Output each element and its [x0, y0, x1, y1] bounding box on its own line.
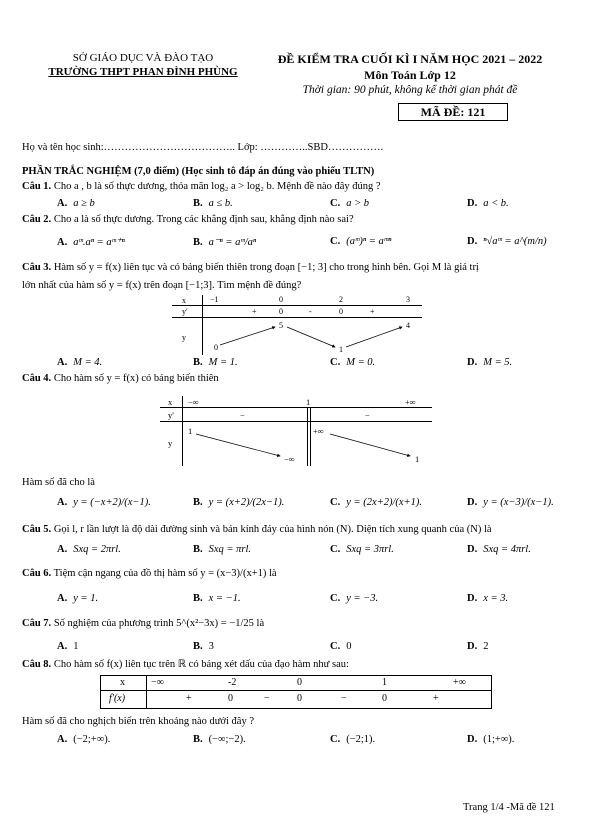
- q2-option-c[interactable]: C. (aᵐ)ⁿ = aᵐⁿ: [330, 236, 392, 247]
- exam-time: Thời gian: 90 phút, không kể thời gian phát đề: [302, 84, 518, 96]
- q1-text: Cho a , b là số thực dương, thỏa mãn log₂ a > log₂ b. Mệnh đề nào đây đúng ?: [53, 181, 381, 192]
- q7-option-d[interactable]: D. 2: [467, 641, 489, 652]
- q6-text: Tiệm cận ngang của đồ thị hàm số y = (x−3)/(x+1) là: [53, 568, 277, 579]
- school-name: TRƯỜNG THPT PHAN ĐÌNH PHÙNG: [48, 66, 238, 78]
- exam-title: ĐỀ KIỂM TRA CUỐI KÌ I NĂM HỌC 2021 – 2022: [277, 52, 543, 66]
- q2-option-b[interactable]: B. a⁻ⁿ = aᵐ/aⁿ: [193, 237, 257, 248]
- q4-option-b[interactable]: B. y = (x+2)/(2x−1).: [193, 497, 285, 508]
- q6-option-b[interactable]: B. x = −1.: [193, 593, 241, 604]
- q1-option-b[interactable]: B. a ≤ b.: [193, 198, 233, 209]
- question-4: Câu 4. Cho hàm số y = f(x) có bảng biến thiên: [22, 373, 219, 384]
- q8-text: Cho hàm số f(x) liên tục trên ℝ có bảng xét dấu của đạo hàm như sau:: [53, 659, 349, 670]
- q4-option-c[interactable]: C. y = (2x+2)/(x+1).: [330, 497, 422, 508]
- q4-variation-table: x −∞ 1 +∞ y′ − − y 1 −∞ +∞ 1: [168, 397, 420, 464]
- q4-after-text: Hàm số đã cho là: [22, 477, 95, 488]
- q3-text-1: Hàm số y = f(x) liên tục và có bảng biến thiên trong đoạn [−1; 3] cho trong hình bên. Gọi M là giá trị: [53, 262, 479, 273]
- q2-text: Cho a là số thực dương. Trong các khẳng định sau, khẳng định nào sai?: [53, 214, 354, 225]
- q7-option-b[interactable]: B. 3: [193, 641, 214, 652]
- q5-option-d[interactable]: D. Sxq = 4πrl.: [467, 544, 531, 555]
- q3-option-d[interactable]: D. M = 5.: [467, 357, 513, 368]
- q5-text: Gọi l, r lần lượt là độ dài đường sinh và bán kính đáy của hình nón (N). Diện tích xung quanh của (N) là: [53, 524, 492, 535]
- question-7: Câu 7. Số nghiệm của phương trình 5^(x²−3x) = −1/25 là: [22, 618, 265, 629]
- q4-option-a[interactable]: A. y = (−x+2)/(x−1).: [57, 497, 151, 508]
- q8-after-text: Hàm số đã cho nghịch biến trên khoảng nào dưới đây ?: [22, 716, 254, 727]
- q3-option-c[interactable]: C. M = 0.: [330, 357, 376, 368]
- q5-option-a[interactable]: A. Sxq = 2πrl.: [57, 544, 121, 555]
- exam-code-box: MÃ ĐỀ: 121: [398, 103, 508, 121]
- question-6: Câu 6. Tiệm cận ngang của đồ thị hàm số y = (x−3)/(x+1) là: [22, 568, 277, 579]
- q5-option-c[interactable]: C. Sxq = 3πrl.: [330, 544, 394, 555]
- q7-option-c[interactable]: C. 0: [330, 641, 352, 652]
- q3-variation-table: x −1 0 2 3 y′ + 0 - 0 + y 0 5 1 4: [182, 295, 410, 354]
- q7-text: Số nghiệm của phương trình 5^(x²−3x) = −1/25 là: [53, 618, 265, 629]
- q8-sign-table: x −∞ -2 0 1 +∞ f′(x) + 0 − 0 − 0 +: [100, 675, 492, 709]
- page-footer: Trang 1/4 -Mã đề 121: [463, 802, 555, 813]
- q2-option-a[interactable]: A. aᵐ.aⁿ = aᵐ⁺ⁿ: [57, 237, 125, 248]
- question-5: Câu 5. Gọi l, r lần lượt là độ dài đường sinh và bán kính đáy của hình nón (N). Diện tích xung quanh của (N) là: [22, 524, 492, 535]
- q4-text: Cho hàm số y = f(x) có bảng biến thiên: [53, 373, 219, 384]
- q8-option-d[interactable]: D. (1;+∞).: [467, 734, 515, 745]
- q8-option-c[interactable]: C. (−2;1).: [330, 734, 376, 745]
- subject: Môn Toán Lớp 12: [364, 68, 456, 82]
- q1-option-d[interactable]: D. a < b.: [467, 198, 509, 209]
- question-3: Câu 3. Hàm số y = f(x) liên tục và có bảng biến thiên trong đoạn [−1; 3] cho trong hình bên. Gọi M là giá trị: [22, 262, 479, 273]
- q6-option-a[interactable]: A. y = 1.: [57, 593, 99, 604]
- q1-option-a[interactable]: A. a ≥ b: [57, 198, 95, 209]
- q3-option-a[interactable]: A. M = 4.: [57, 357, 103, 368]
- q1-label: Câu 1.: [22, 181, 52, 192]
- q6-option-d[interactable]: D. x = 3.: [467, 593, 509, 604]
- dept-name: SỞ GIÁO DỤC VÀ ĐÀO TẠO: [72, 52, 214, 64]
- q4-option-d[interactable]: D. y = (x−3)/(x−1).: [467, 497, 554, 508]
- q2-option-d[interactable]: D. ⁿ√aᵐ = a^(m/n): [467, 236, 547, 247]
- q3-text-2: lớn nhất của hàm số y = f(x) trên đoạn [−1;3]. Tìm mệnh đề đúng?: [22, 280, 302, 291]
- question-2: Câu 2. Cho a là số thực dương. Trong các khẳng định sau, khẳng định nào sai?: [22, 214, 354, 225]
- section-title: PHẦN TRẮC NGHIỆM (7,0 điểm) (Học sinh tô đáp án đúng vào phiếu TLTN): [22, 166, 375, 177]
- question-8: Câu 8. Cho hàm số f(x) liên tục trên ℝ có bảng xét dấu của đạo hàm như sau:: [22, 659, 349, 670]
- q1-option-c[interactable]: C. a > b: [330, 198, 370, 209]
- q3-option-b[interactable]: B. M = 1.: [193, 357, 238, 368]
- q5-option-b[interactable]: B. Sxq = πrl.: [193, 544, 252, 555]
- q7-option-a[interactable]: A. 1: [57, 641, 79, 652]
- q6-option-c[interactable]: C. y = −3.: [330, 593, 379, 604]
- student-info-line: Họ và tên học sinh:……………………………….. Lớp: …………..SBD…………….: [22, 142, 384, 153]
- question-1: [22, 181, 381, 192]
- q8-option-b[interactable]: B. (−∞;−2).: [193, 734, 246, 745]
- q8-option-a[interactable]: A. (−2;+∞).: [57, 734, 111, 745]
